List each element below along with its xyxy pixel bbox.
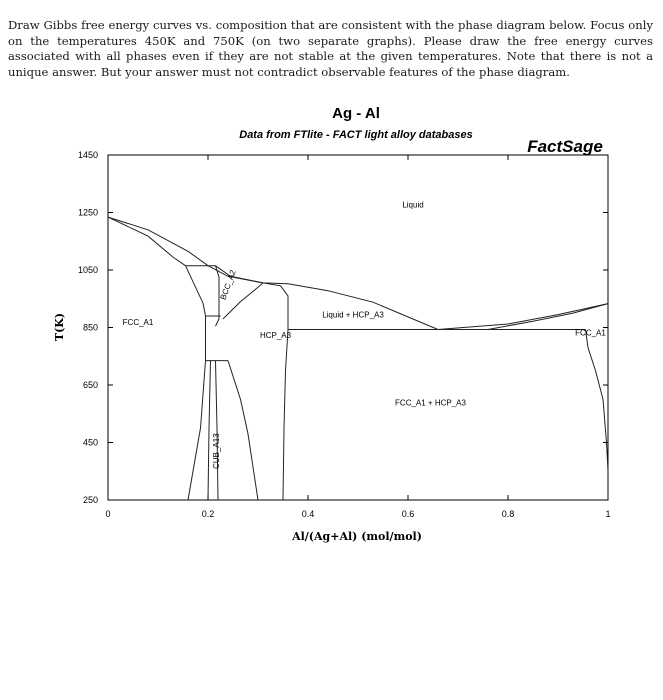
y-tick-label: 1450 <box>77 150 98 160</box>
y-tick-label: 850 <box>82 322 98 333</box>
region-label: Liquid + HCP_A3 <box>322 310 384 320</box>
region-label: HCP_A3 <box>259 331 292 341</box>
boundary-hcp-right-boundary <box>263 283 288 330</box>
boundary-cub-left <box>208 361 211 500</box>
x-tick-label: 0 <box>105 509 111 519</box>
boundary-hcp-left-solvus <box>283 330 288 501</box>
question-text: Draw Gibbs free energy curves vs. composition that are consistent with the phase diagram below. Focus only on the temperatures 450K and 750K (on two separate graphs). Please draw the free energy curves associated with all phases even if they are not stable at the given temperatures. Note that there is not a unique answer. But your answer must not contradict observable features of the phase diagram. <box>8 18 653 79</box>
region-label: FCC_A1 <box>575 328 606 338</box>
x-axis <box>105 155 610 519</box>
y-tick-label: 250 <box>82 495 98 505</box>
boundary-cub-right <box>216 361 219 500</box>
x-tick-label: 0.2 <box>201 509 215 519</box>
y-tick-label: 650 <box>82 380 98 390</box>
x-tick-label: 1 <box>605 509 611 519</box>
region-label: CUB_A13 <box>212 433 221 469</box>
region-label: FCC_A1 <box>122 318 154 328</box>
boundary-solidus-ag-side <box>108 217 186 266</box>
region-label: FCC_A1 + HCP_A3 <box>395 398 466 408</box>
y-axis <box>78 150 608 505</box>
boundary-liquidus-al-side <box>438 304 608 330</box>
y-axis-label: T(K) <box>53 312 66 342</box>
y-tick-label: 1250 <box>77 207 98 218</box>
chart-title: Ag - Al <box>332 105 380 122</box>
phase-region-labels <box>123 201 607 469</box>
factsage-logo: FactSage <box>527 137 603 156</box>
boundary-hcp-left-lower <box>228 361 258 500</box>
x-tick-label: 0.4 <box>301 509 315 519</box>
y-tick-label: 450 <box>82 437 98 448</box>
x-tick-label: 0.8 <box>501 509 515 519</box>
boundary-liquidus-ag-side <box>108 217 438 329</box>
region-label: Liquid <box>402 200 424 210</box>
phase-boundaries <box>108 217 608 500</box>
chart-subtitle: Data from FTlite - FACT light alloy databases <box>239 129 473 141</box>
boundary-fcc-solvus-left-high <box>186 266 206 316</box>
plot-frame <box>108 155 608 500</box>
boundary-fcc-al-solvus <box>586 330 609 472</box>
x-axis-label: Al/(Ag+Al) (mol/mol) <box>292 530 422 543</box>
boundary-bcc-liquidus-boundary <box>216 266 264 283</box>
y-tick-label: 1050 <box>77 265 98 275</box>
x-tick-label: 0.6 <box>401 509 415 519</box>
region-label: BCC_A2 <box>218 268 238 302</box>
boundary-fcc-ag-solvus <box>188 361 206 500</box>
